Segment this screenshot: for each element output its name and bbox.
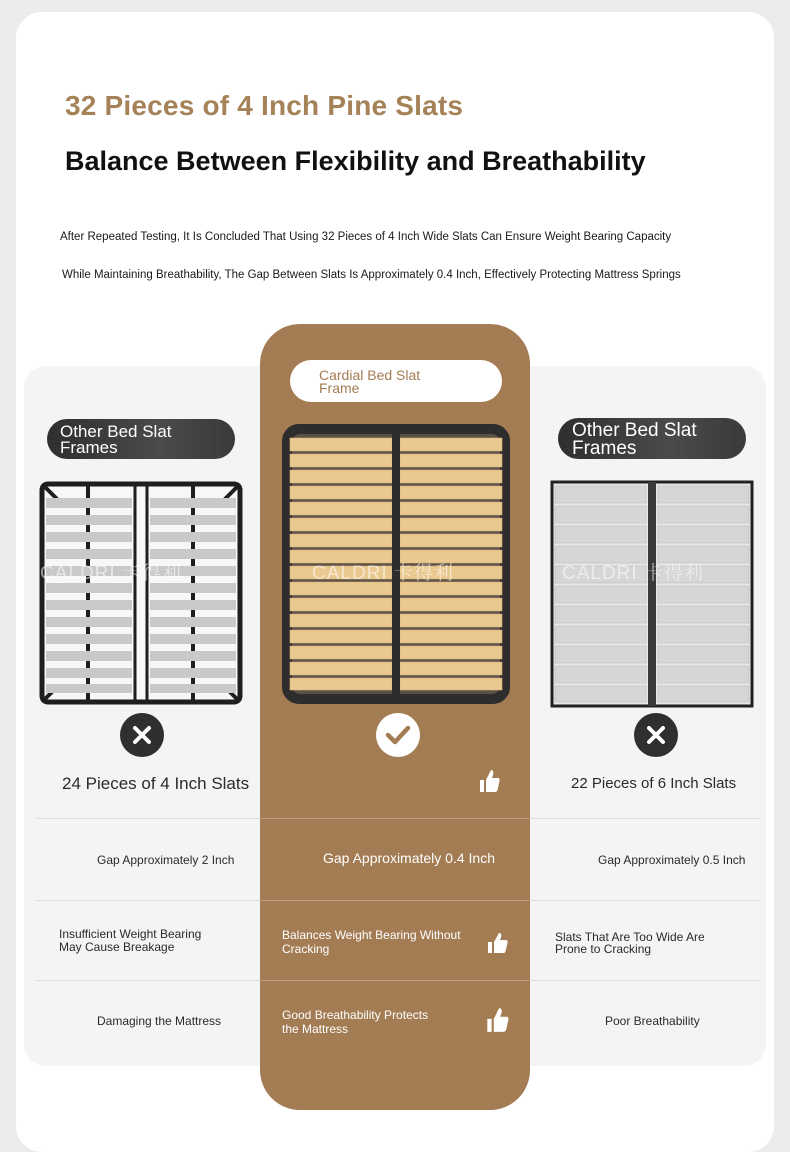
left-gap-text: Gap Approximately 2 Inch xyxy=(97,853,235,867)
center-weight-thumbs-up-icon xyxy=(486,931,508,960)
row-divider xyxy=(530,818,760,819)
row-divider xyxy=(530,980,760,981)
right-label-line-1: Other Bed Slat xyxy=(572,420,697,441)
center-weight-line-2: Cracking xyxy=(282,942,330,956)
center-breath-line-1: Good Breathability Protects xyxy=(282,1008,429,1022)
description-line-2: While Maintaining Breathability, The Gap Between Slats Is Approximately 0.4 Inch, Effectively Protecting Mattress Springs xyxy=(62,269,681,281)
row-divider xyxy=(260,900,530,901)
left-watermark: CALDRI 卡得利 xyxy=(40,563,182,584)
center-breath-thumbs-up-icon xyxy=(485,1006,509,1039)
row-divider xyxy=(36,900,260,901)
description-line-1: After Repeated Testing, It Is Concluded That Using 32 Pieces of 4 Inch Wide Slats Can Ensure Weight Bearing Capacity xyxy=(60,231,672,243)
center-slat-thumbs-up-icon xyxy=(478,768,500,799)
row-divider xyxy=(260,980,530,981)
right-column-label xyxy=(558,418,746,459)
center-watermark: CALDRI 卡得利 xyxy=(312,563,454,584)
row-divider xyxy=(260,818,530,819)
center-gap-text: Gap Approximately 0.4 Inch xyxy=(323,850,495,866)
left-weight-text xyxy=(59,928,201,954)
row-divider xyxy=(36,980,260,981)
left-label-line-1: Other Bed Slat xyxy=(60,422,172,441)
row-divider xyxy=(36,818,260,819)
left-x-circle-icon xyxy=(120,713,164,757)
left-weight-line-1: Insufficient Weight Bearing xyxy=(59,927,202,941)
right-slat-count: 22 Pieces of 6 Inch Slats xyxy=(571,775,737,792)
center-breath-text xyxy=(282,1008,428,1036)
left-column-label xyxy=(47,419,235,459)
center-label-line-1: Cardial Bed Slat xyxy=(319,367,421,383)
page-subtitle: Balance Between Flexibility and Breathability xyxy=(65,146,646,176)
right-weight-line-1: Slats That Are Too Wide Are xyxy=(555,930,705,944)
center-check-circle-icon xyxy=(376,713,420,757)
right-watermark: CALDRI 卡得利 xyxy=(562,563,704,584)
right-weight-line-2: Prone to Cracking xyxy=(555,942,652,956)
right-slat-frame-image xyxy=(550,480,754,708)
center-weight-text xyxy=(282,928,461,956)
row-divider xyxy=(530,900,760,901)
right-weight-text xyxy=(555,931,705,955)
right-gap-text: Gap Approximately 0.5 Inch xyxy=(598,853,746,867)
left-label-line-2: Frames xyxy=(60,438,118,457)
center-label-line-2: Frame xyxy=(319,380,360,396)
center-column-label xyxy=(290,360,502,402)
right-breath-text: Poor Breathability xyxy=(605,1014,700,1028)
center-breath-line-2: the Mattress xyxy=(282,1022,349,1036)
left-slat-count: 24 Pieces of 4 Inch Slats xyxy=(62,774,250,793)
right-x-circle-icon xyxy=(634,713,678,757)
right-label-line-2: Frames xyxy=(572,438,637,459)
page-title: 32 Pieces of 4 Inch Pine Slats xyxy=(65,90,464,121)
left-weight-line-2: May Cause Breakage xyxy=(59,940,175,954)
left-slat-frame-image xyxy=(38,480,244,706)
left-mattress-text: Damaging the Mattress xyxy=(97,1014,222,1028)
center-weight-line-1: Balances Weight Bearing Without xyxy=(282,928,461,942)
